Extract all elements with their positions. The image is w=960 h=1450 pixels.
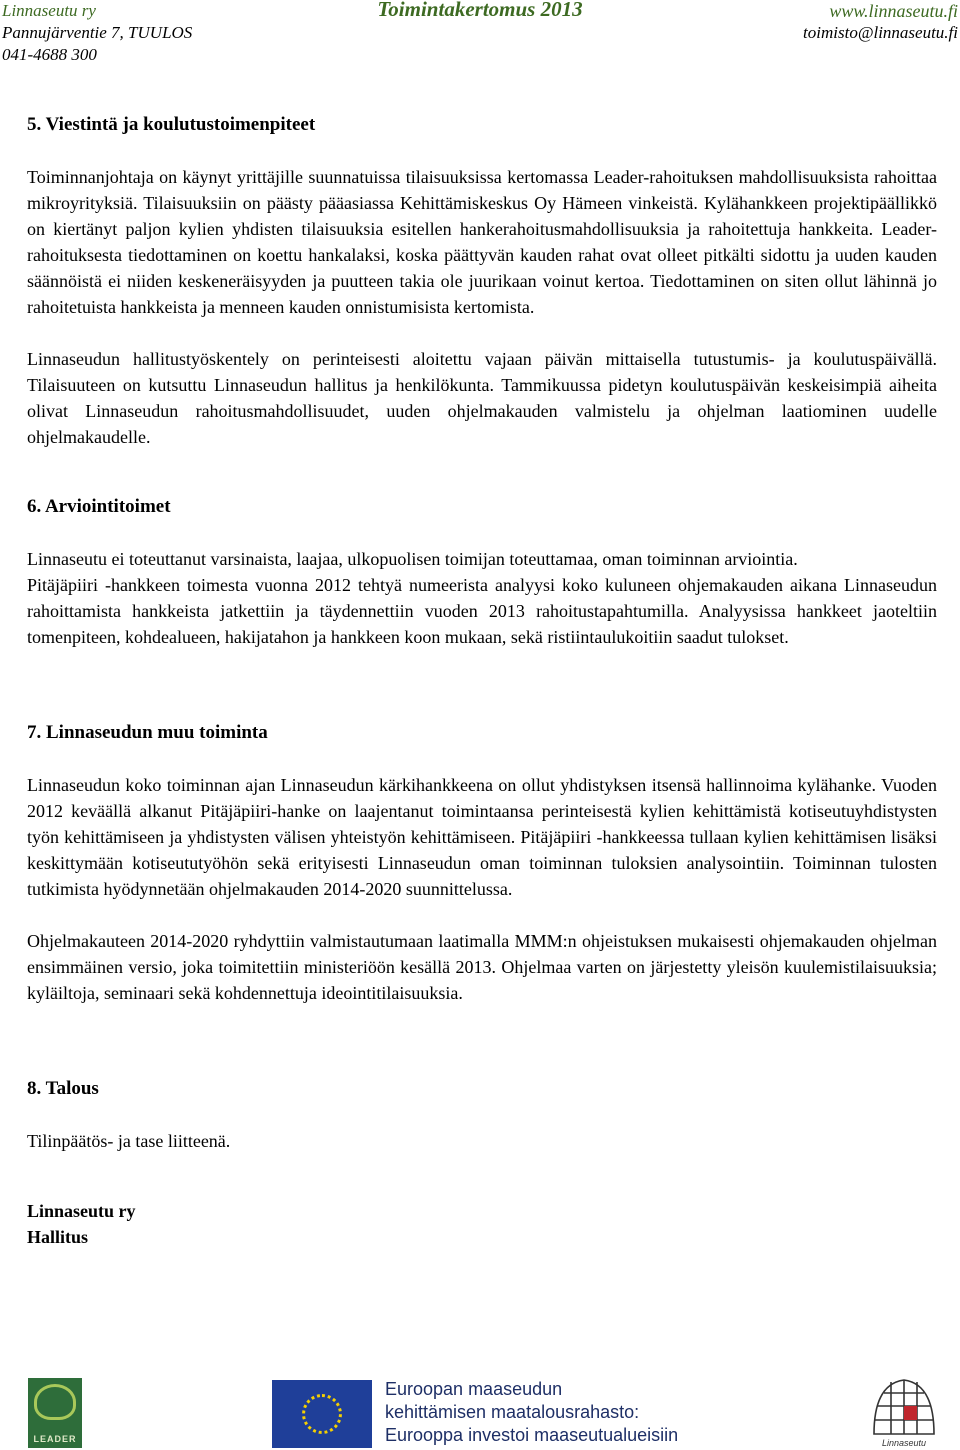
eu-text-line-3: Eurooppa investoi maaseutualueisiin	[385, 1425, 679, 1445]
eu-text-line-2: kehittämisen maatalousrahasto:	[385, 1402, 640, 1422]
header-right	[803, 0, 958, 44]
section-6-paragraph-2: Pitäjäpiiri -hankkeen toimesta vuonna 2012 tehtyä numeerista analyysi koko kuluneen ohjemakauden aikana Linnaseudun rahoittamista hankkeista jatkettiin ja täydennettiin vuoden 2013 rahoitustapahtumilla. Analyysissa hankkeet jaoteltiin tomenpiteen, kohdealueen, hakijatahon ja hankkeen koon mukaan, sekä ristiintaulukoitiin saadut tulokset.	[27, 575, 937, 647]
phone: 041-4688 300	[2, 45, 97, 64]
section-6-heading: 6. Arviointitoimet	[27, 496, 171, 517]
signature-organization: Linnaseutu ry	[27, 1201, 136, 1221]
section-6-paragraph-1: Linnaseutu ei toteuttanut varsinaista, laajaa, ulkopuolisen toimijan toteuttamaa, oman toiminnan arviointia.	[27, 549, 798, 569]
address: Pannujärventie 7, TUULOS	[2, 23, 193, 42]
email-link[interactable]: toimisto@linnaseutu.fi	[803, 23, 958, 42]
section-5-paragraph-2: Linnaseudun hallitustyöskentely on perinteisesti aloitettu vajaan päivän mittaisella tutustumis- ja koulutuspäivällä. Tilaisuuteen on kutsuttu Linnaseudun hallitus ja henkilökunta. Tammikuussa pidetyn koulutuspäivän keskeisimpiä aiheita olivat Linnaseudun rahoitusmahdollisuudet, uuden ohjelmakauden valmistelu ja ohjelman laatiominen uudelle ohjelmakaudelle.	[27, 349, 937, 447]
website-link[interactable]: www.linnaseutu.fi	[829, 1, 958, 21]
eu-flag-logo	[272, 1380, 372, 1448]
document-body	[27, 112, 937, 1250]
eu-text-line-1: Euroopan maaseudun	[385, 1379, 563, 1399]
section-7-paragraph-1: Linnaseudun koko toiminnan ajan Linnaseudun kärkihankkeena on ollut yhdistyksen itsensä hallinnoima kylähanke. Vuoden 2012 keväällä alkanut Pitäjäpiiri-hanke on laajentanut toimintaansa perinteisestä kylien kehittämistä kotiseutuyhdistysten työn kehittämiseen ja yhdistysten välisen yhteistyön kehittämiseen. Pitäjäpiiri -hankkeessa tullaan kylien kehittämisen lisäksi keskittymään kotiseututyöhön sekä erityisesti Linnaseudun oman toiminnan tuloksien analysointiin. Toiminnan tulosten tutkimista hyödynnetään ohjelmakauden 2014-2020 suunnittelussa.	[27, 775, 937, 899]
leader-leaf-icon	[34, 1384, 76, 1420]
document-title: Toimintakertomus 2013	[377, 0, 583, 21]
eu-fund-text	[385, 1378, 678, 1447]
linnaseutu-logo-text: Linnaseutu	[881, 1438, 927, 1448]
section-5-heading: 5. Viestintä ja koulutustoimenpiteet	[27, 114, 316, 135]
section-8-paragraph-1: Tilinpäätös- ja tase liitteenä.	[27, 1131, 231, 1151]
leader-logo-text: LEADER	[33, 1434, 77, 1444]
section-8-heading: 8. Talous	[27, 1078, 99, 1099]
signature-board: Hallitus	[27, 1227, 89, 1247]
org-name: Linnaseutu ry	[2, 1, 96, 20]
leader-logo	[28, 1378, 82, 1448]
eu-stars-icon	[302, 1394, 342, 1434]
section-7-paragraph-2: Ohjelmakauteen 2014-2020 ryhdyttiin valmistautumaan laatimalla MMM:n ohjeistuksen mukaisesti ohjemakauden ohjelman ensimmäinen versio, joka toimitettiin ministeriöön kesällä 2013. Ohjelmaa varten on järjestetty yleisön kuulemistilaisuuksia; kyläiltoja, seminaari sekä kohdennettuja ideointitilaisuuksia.	[27, 931, 937, 1003]
footer-logos	[0, 1372, 960, 1450]
section-7-heading: 7. Linnaseudun muu toiminta	[27, 722, 268, 743]
section-5-paragraph-1: Toiminnanjohtaja on käynyt yrittäjille suunnatuissa tilaisuuksissa kertomassa Leader-rahoituksen mahdollisuuksista rahoittaa mikroyrityksiä. Tilaisuuksiin on päästy pääasiassa Kehittämiskeskus Oy Hämeen vinkeistä. Kylähankkeen projektipäällikkö on kiertänyt paljon kylien yhdisten tilaisuuksia esitellen hankerahoitusmahdollisuuksia ja rahoitettuja hankkeita. Leader-rahoituksesta tiedottaminen on koettu hankalaksi, koska päättyvän kauden rahat ovat olleet pitkälti sidottu ja uuden kauden säännöistä ei niiden keskeneräisyyden ja puutteen takia ole juurikaan voinut kertoa. Tiedottaminen on siten ollut lähinnä jo rahoitetuista hankkeista ja menneen kauden onnistumisista kertomista.	[27, 167, 937, 317]
linnaseutu-logo	[866, 1374, 942, 1450]
